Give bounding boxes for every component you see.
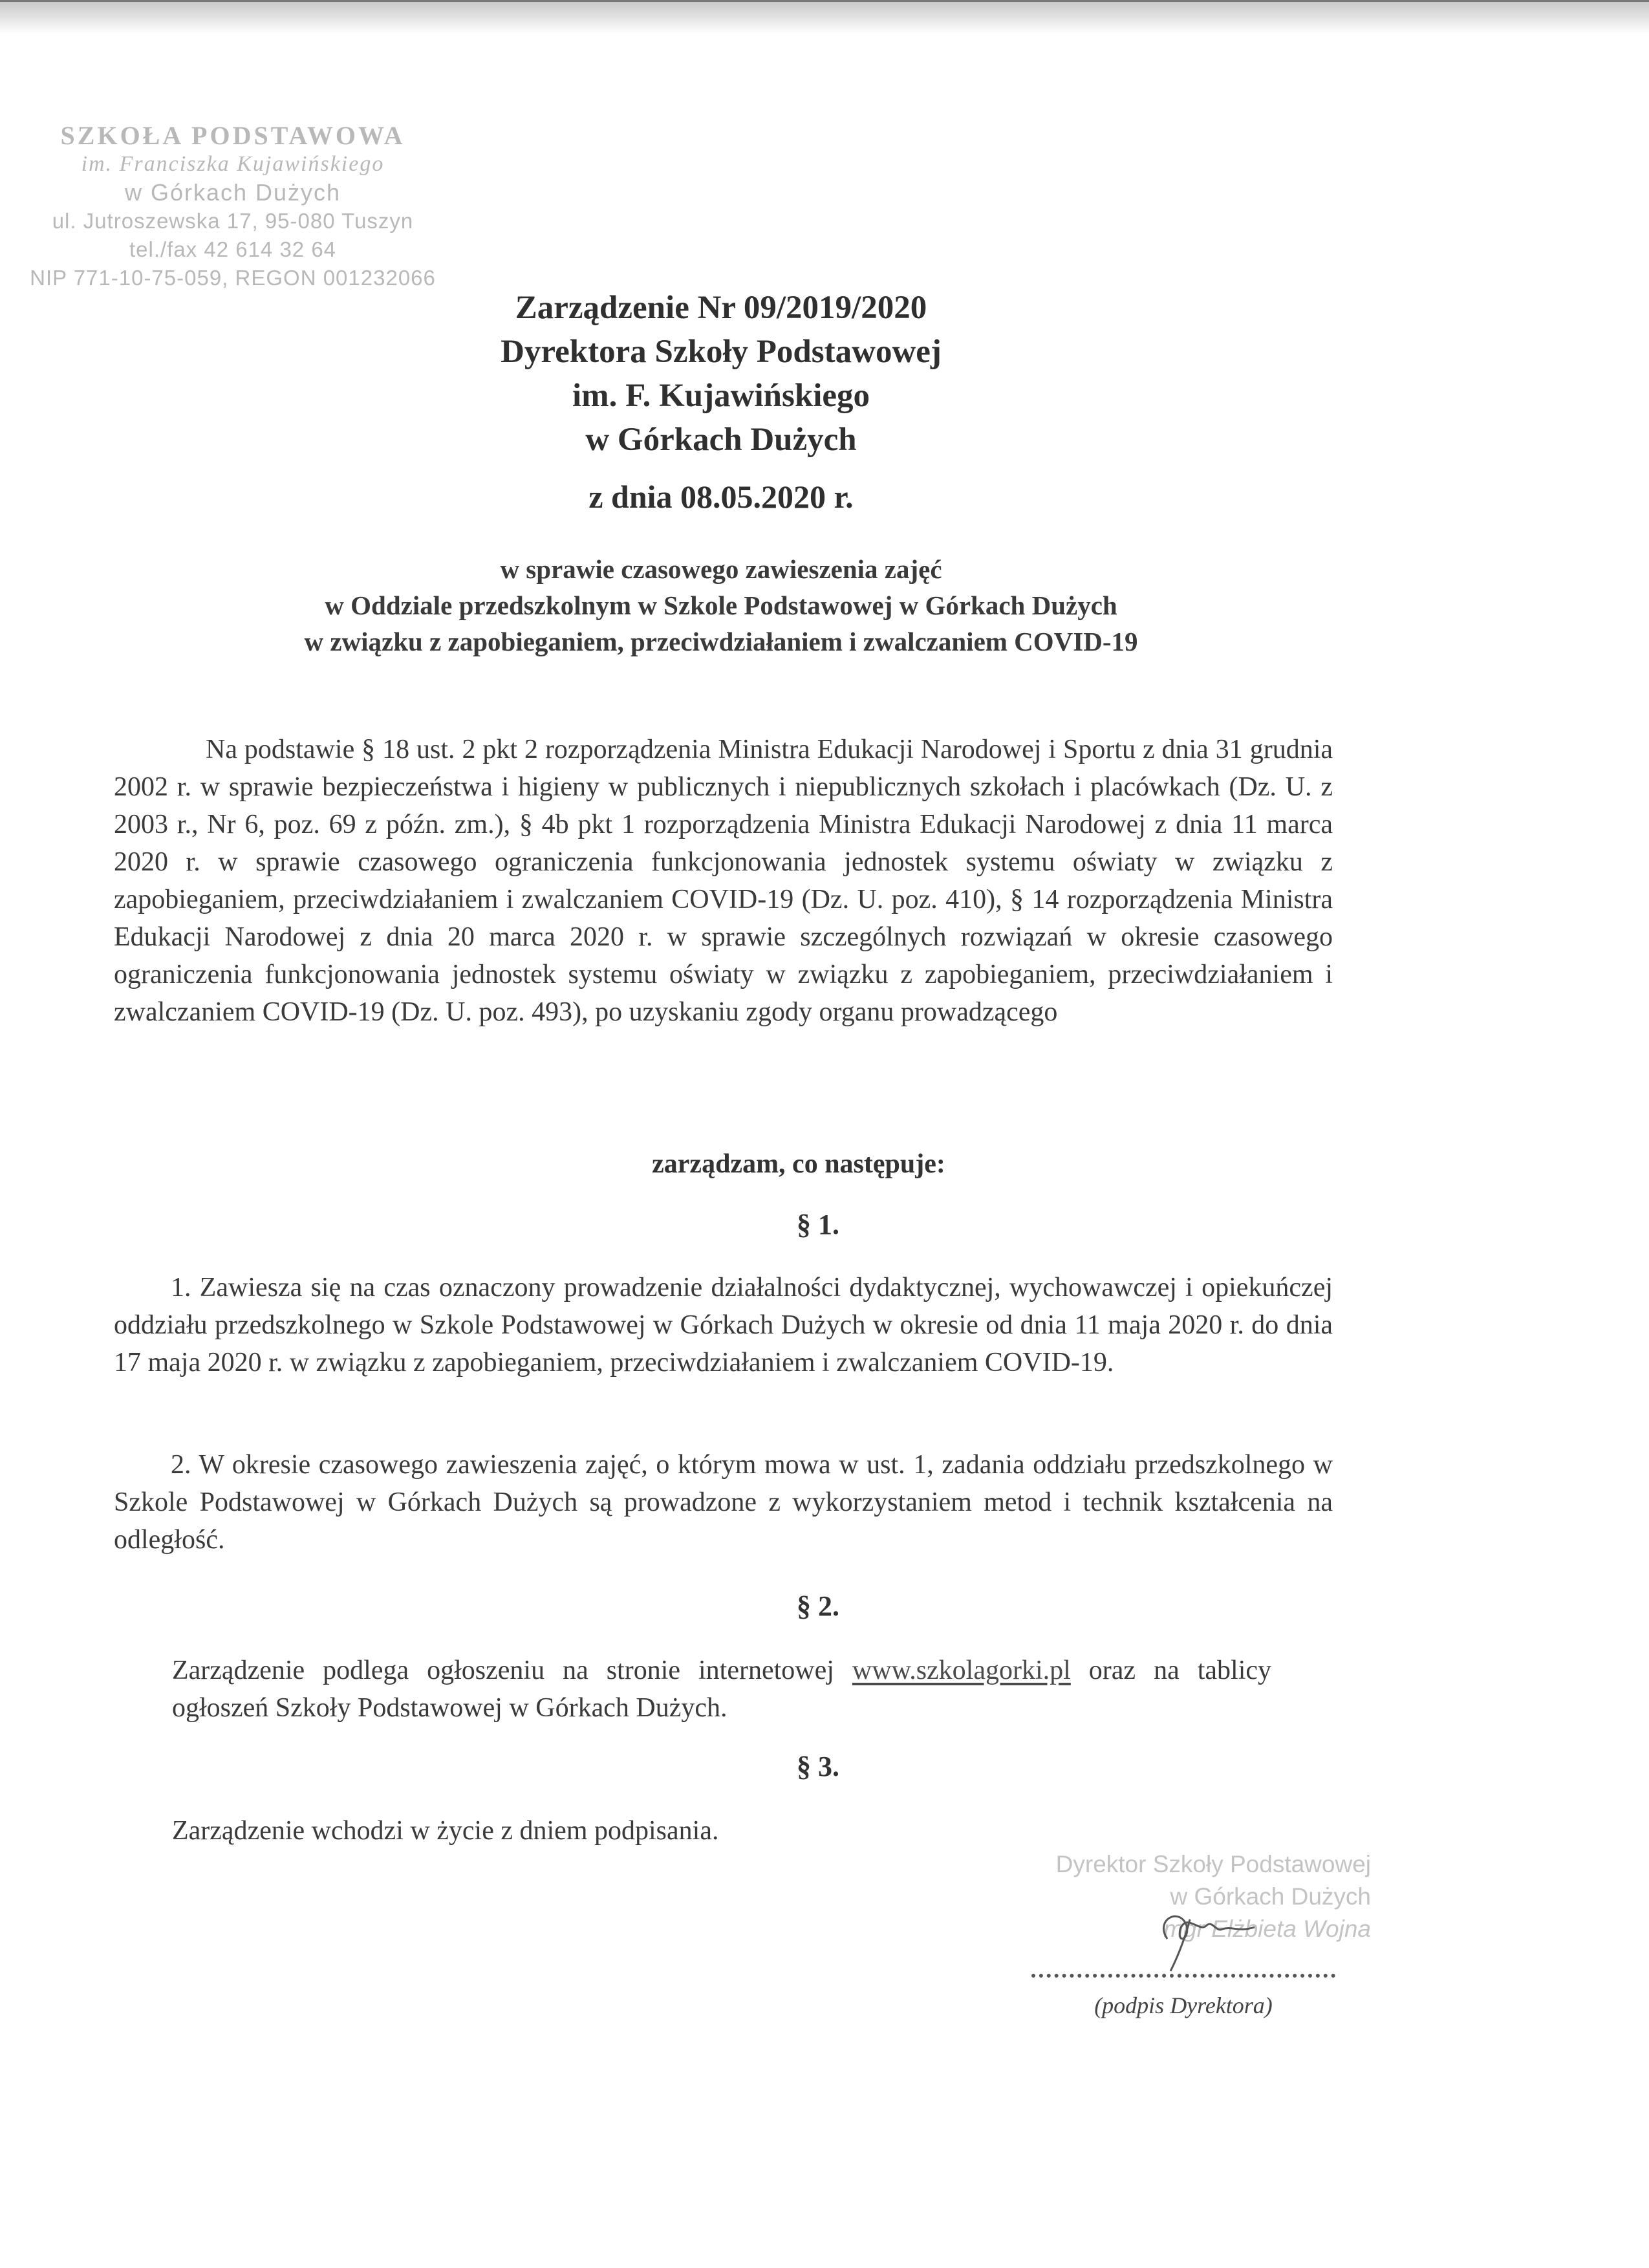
heading-town: w Górkach Dużych: [585, 422, 857, 458]
director-stamp-town: w Górkach Dużych: [1170, 1883, 1371, 1910]
subject-line-2: w Oddziale przedszkolnym w Szkole Podstawowej w Górkach Dużych: [325, 590, 1117, 620]
heading-date: z dnia 08.05.2020 r.: [588, 479, 854, 515]
section-1-paragraph-1: 1. Zawiesza się na czas oznaczony prowadzenie działalności dydaktycznej, wychowawczej i opiekuńczej oddziału przedszkolnego w Szkole Podstawowej w Górkach Dużych w okresie od dnia 11 maja 2020 r. do dnia 17 maja 2020 r. w związku z zapobieganiem, przeciwdziałaniem i zwalczaniem COVID-19.: [114, 1273, 1333, 1377]
legal-basis-paragraph: Na podstawie § 18 ust. 2 pkt 2 rozporządzenia Ministra Edukacji Narodowej i Sportu z dnia 31 grudnia 2002 r. w sprawie bezpieczeństwa i higieny w publicznych i niepublicznych szkołach i placówkach (Dz. U. z 2003 r., Nr 6, poz. 69 z późn. zm.), § 4b pkt 1 rozporządzenia Ministra Edukacji Narodowej z dnia 11 marca 2020 r. w sprawie czasowego ograniczenia funkcjonowania jednostek systemu oświaty w związku z zapobieganiem, przeciwdziałaniem i zwalczaniem COVID-19 (Dz. U. poz. 410), § 14 rozporządzenia Ministra Edukacji Narodowej z dnia 20 marca 2020 r. w sprawie szczególnych rozwiązań w okresie czasowego ograniczenia funkcjonowania jednostek systemu oświaty w związku z zapobieganiem, przeciwdziałaniem i zwalczaniem COVID-19 (Dz. U. poz. 493), po uzyskaniu zgody organu prowadzącego: [114, 735, 1333, 1027]
heading-title: Zarządzenie Nr 09/2019/2020: [515, 290, 927, 326]
heading-issuer: Dyrektora Szkoły Podstawowej: [501, 334, 942, 370]
stamp-town: w Górkach Dużych: [124, 179, 341, 206]
document-heading: [323, 286, 1119, 519]
section-2-text-start: Zarządzenie podlega ogłoszeniu na stronie internetowej: [172, 1656, 852, 1685]
subject-line-3: w związku z zapobieganiem, przeciwdziałaniem i zwalczaniem COVID-19: [304, 627, 1138, 656]
school-website-link[interactable]: www.szkolagorki.pl: [852, 1656, 1071, 1685]
decree-line: zarządzam, co następuje:: [652, 1149, 945, 1179]
section-2-text-end: oraz na tablicy ogłoszeń Szkoły Podstawowej w Górkach Dużych.: [172, 1656, 1271, 1723]
section-3-heading: § 3.: [797, 1751, 839, 1782]
signature-caption: (podpis Dyrektora): [1094, 1993, 1273, 2018]
stamp-nip: NIP 771-10-75-059, REGON 001232066: [30, 266, 436, 290]
stamp-school-name: SZKOŁA PODSTAWOWA: [60, 121, 405, 150]
section-3-paragraph: Zarządzenie wchodzi w życie z dniem podpisania.: [172, 1816, 719, 1846]
section-1-paragraph-2: 2. W okresie czasowego zawieszenia zajęć, o którym mowa w ust. 1, zadania oddziału przedszkolnego w Szkole Podstawowej w Górkach Dużych są prowadzone z wykorzystaniem metod i technik kształcenia na odległość.: [114, 1450, 1333, 1555]
handwritten-signature: [1141, 1894, 1258, 1978]
heading-patron: im. F. Kujawińskiego: [572, 378, 870, 414]
scan-edge: [0, 0, 1649, 34]
signature-line: [1031, 1974, 1335, 1978]
director-stamp-name: mgr Elżbieta Wojna: [1163, 1916, 1371, 1942]
section-1-heading: § 1.: [797, 1209, 839, 1240]
stamp-phone: tel./fax 42 614 32 64: [129, 237, 337, 261]
section-2-heading: § 2.: [797, 1590, 839, 1622]
school-stamp: [13, 122, 453, 292]
stamp-patron: im. Franciszka Kujawińskiego: [81, 152, 385, 176]
stamp-address: ul. Jutroszewska 17, 95-080 Tuszyn: [52, 209, 414, 233]
section-2-paragraph: [172, 1652, 1271, 1727]
subject-line-1: w sprawie czasowego zawieszenia zajęć: [500, 554, 942, 584]
director-stamp-title: Dyrektor Szkoły Podstawowej: [1055, 1851, 1371, 1877]
document-subject: [162, 551, 1280, 660]
